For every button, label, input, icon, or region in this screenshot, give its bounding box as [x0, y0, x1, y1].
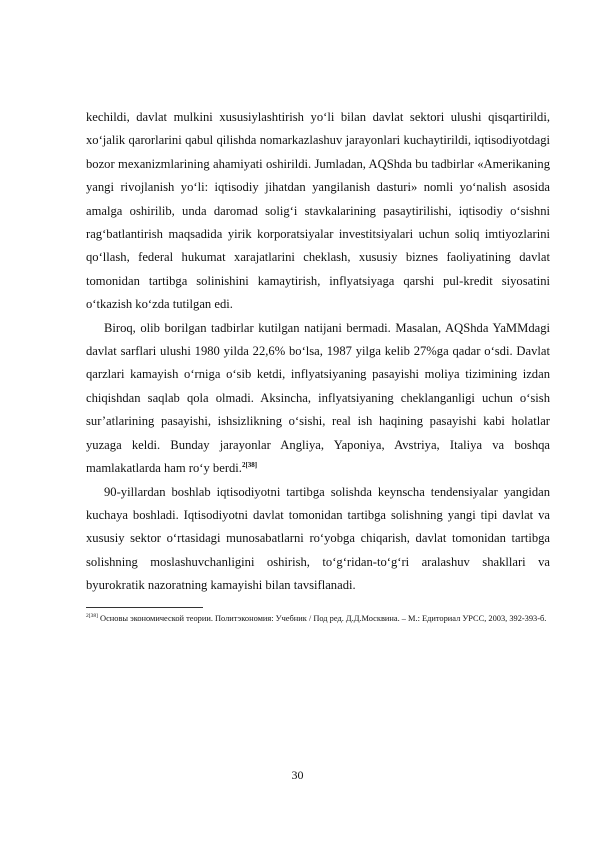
- body-paragraph-3: 90-yillardan boshlab iqtisodiyotni tartibga solishda keynscha tendensiyalar yangidan kuchaya boshladi. Iqtisodiyotni davlat tomonidan tartibga solishning yangi tipi davlat va xususiy sektor o‘rtasidagi munosabatlarni ro‘yobga chiqarish, davlat tomonidan tartibga solishning moslashuvchanligini oshirish, to‘g‘ridan-to‘g‘ri aralashuv shakllari va byurokratik nazoratning kamayishi bilan tavsiflanadi.: [86, 484, 550, 593]
- body-paragraph-1: kechildi, davlat mulkini xususiylashtirish yo‘li bilan davlat sektori ulushi qisqartirildi, xo‘jalik qarorlarini qabul qilishda nomarkazlashuv jarayonlari kuchaytirildi, iqtisodiyotdagi bozor mexanizmlarining ahamiyati oshirildi. Jumladan, AQShda bu tadbirlar «Amerikaning yangi rivojlanish yo‘li: iqtisodiy jihatdan yangilanish dasturi» nomli yo‘nalish asosida amalga oshirilib, unda daromad solig‘i stavkalarining pasaytirilishi, iqtisodiy o‘sishni rag‘batlantirish maqsadida yirik korporatsiyalar investitsiyalari uchun soliq imtiyozlarini qo‘llash, federal hukumat xarajatlarini cheklash, xususiy biznes faoliyatining davlat tomonidan tartibga solinishini kamaytirish, inflyatsiyaga qarshi pul-kredit siyosatini o‘tkazish ko‘zda tutilgan edi.: [86, 110, 550, 312]
- footnote-separator: [86, 607, 203, 608]
- footnote: [86, 613, 550, 626]
- document-page: [86, 106, 550, 625]
- footnote-reference[interactable]: 2[38]: [241, 460, 258, 469]
- footnote-text: Основы экономической теории. Политэкономия: Учебник / Под ред. Д.Д.Москвина. – М.: Едиториал УРСС, 2003, 392-393-б.: [100, 613, 547, 623]
- body-paragraph-2-text: Biroq, olib borilgan tadbirlar kutilgan natijani bermadi. Masalan, AQShda YaMMdagi davlat sarflari ulushi 1980 yilda 22,6% bo‘lsa, 1987 yilga kelib 27%ga qadar o‘sdi. Davlat qarzlari kamayish o‘rniga o‘sib ketdi, inflyatsiyaning pasayishi moliya tizimining izdan chiqishdan saqlab qola olmadi. Aksincha, inflyatsiyaning cheklanganligi uchun o‘sish sur’atlarining pasayishi, ishsizlikning o‘sishi, real ish haqining pasayishi kabi holatlar yuzaga keldi. Bunday jarayonlar Angliya, Yaponiya, Avstriya, Italiya va boshqa mamlakatlarda ham ro‘y berdi.: [86, 320, 550, 476]
- page-number: 30: [291, 768, 304, 782]
- body-paragraph-2: [86, 317, 550, 481]
- footnote-marker: 2[38]: [86, 612, 98, 619]
